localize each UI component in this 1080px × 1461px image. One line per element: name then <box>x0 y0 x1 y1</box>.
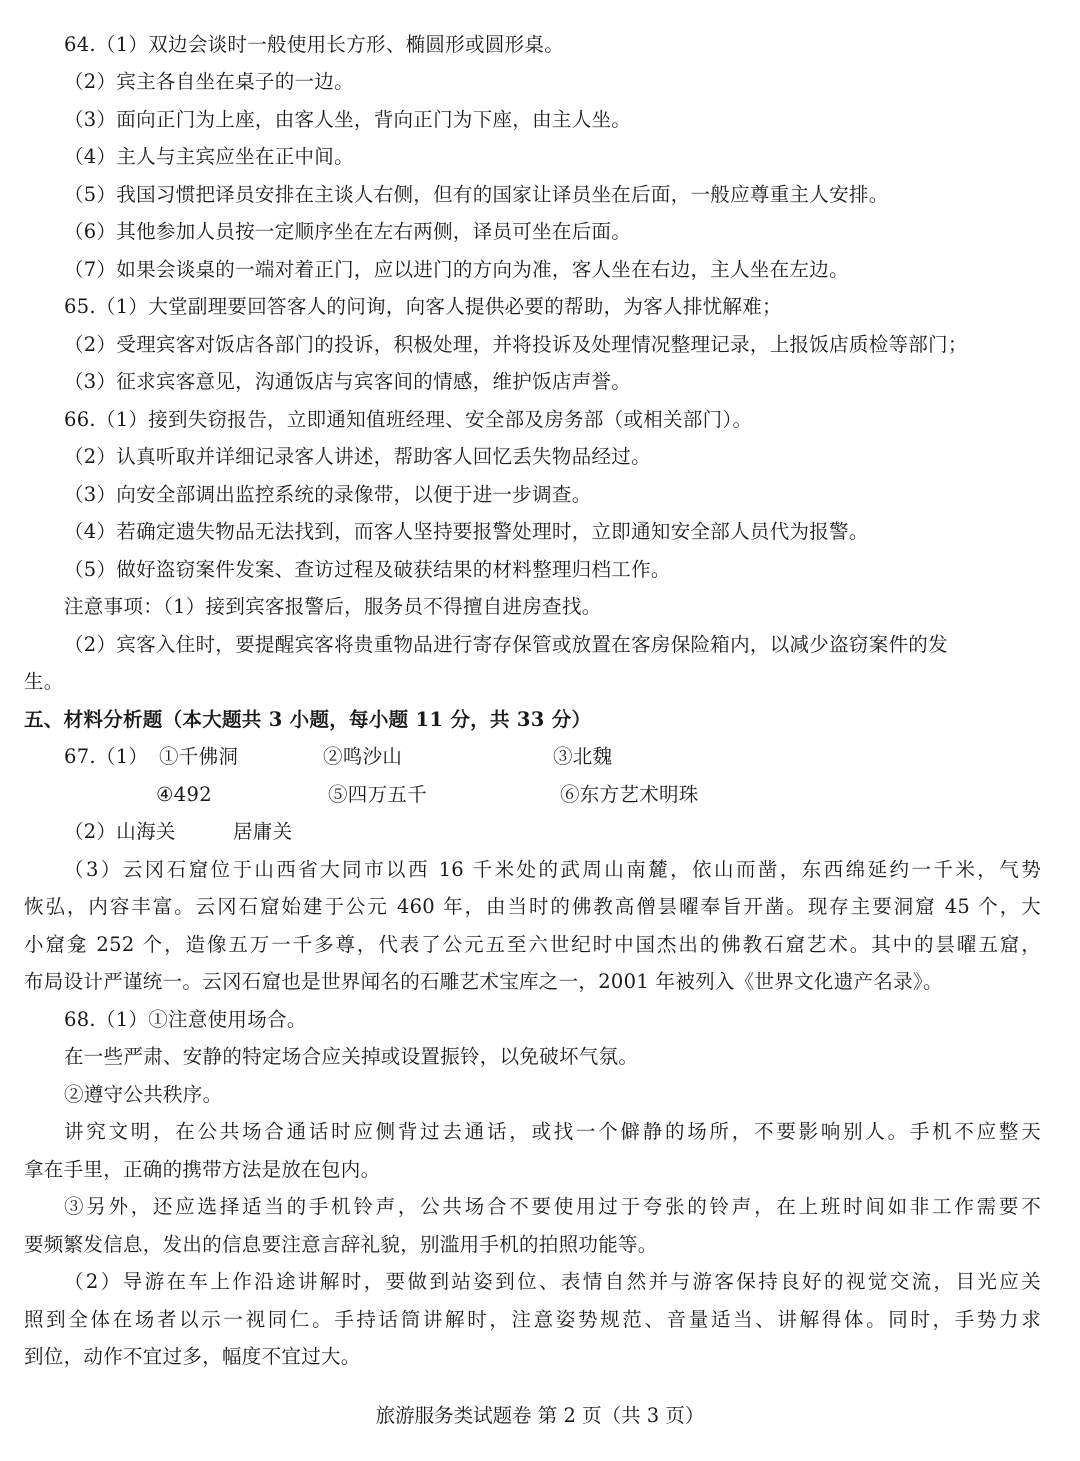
q66-note-1: 注意事项：（1）接到宾客报警后，服务员不得擅自进房查找。 <box>64 595 602 618</box>
q64-line-5: （5）我国习惯把译员安排在主谈人右侧，但有的国家让译员坐在后面，一般应尊重主人安排。 <box>64 183 889 206</box>
q66-line-1: 66.（1）接到失窃报告，立即通知值班经理、安全部及房务部（或相关部门）。 <box>64 408 753 431</box>
q64-line-4: （4）主人与主宾应坐在正中间。 <box>64 145 354 168</box>
q68-part2-line-2: 照到全体在场者以示一视同仁。手持话筒讲解时，注意姿势规范、音量适当、讲解得体。同时，手势力求 <box>24 1308 1041 1331</box>
section-five-heading: 五、材料分析题（本大题共 3 小题，每小题 11 分，共 33 分） <box>24 708 592 731</box>
q68-line-1: 68.（1）①注意使用场合。 <box>64 1008 307 1031</box>
q64-line-1: 64.（1）双边会谈时一般使用长方形、椭圆形或圆形桌。 <box>64 33 565 56</box>
q66-line-5: （5）做好盗窃案件发案、查访过程及破获结果的材料整理归档工作。 <box>64 558 671 581</box>
q64-line-7: （7）如果会谈桌的一端对着正门，应以进门的方向为准，客人坐在右边，主人坐在左边。 <box>64 258 849 281</box>
q67-answer-6: ⑥东方艺术明珠 <box>560 783 699 806</box>
q68-line-4: 讲究文明，在公共场合通话时应侧背过去通话，或找一个僻静的场所，不要影响别人。手机不应整天 <box>64 1120 1041 1143</box>
q67-part3-line-4: 布局设计严谨统一。云冈石窟也是世界闻名的石雕艺术宝库之一，2001 年被列入《世界文化遗产名录》。 <box>24 970 943 993</box>
q66-line-2: （2）认真听取并详细记录客人讲述，帮助客人回忆丢失物品经过。 <box>64 445 651 468</box>
q66-note-2b: 生。 <box>24 670 64 693</box>
q67-answer-1: ①千佛洞 <box>159 745 239 768</box>
q67-answer-2: ②鸣沙山 <box>323 745 403 768</box>
q67-answer-4: ④492 <box>156 783 212 806</box>
q66-line-4: （4）若确定遗失物品无法找到，而客人坚持要报警处理时，立即通知安全部人员代为报警。 <box>64 520 869 543</box>
q68-part2-line-3: 到位，动作不宜过多，幅度不宜过大。 <box>24 1345 361 1368</box>
q68-line-6: ③另外，还应选择适当的手机铃声，公共场合不要使用过于夸张的铃声，在上班时间如非工作需要不 <box>64 1195 1041 1218</box>
q65-line-1: 65.（1）大堂副理要回答客人的问询，向客人提供必要的帮助，为客人排忧解难； <box>64 295 782 318</box>
q64-line-6: （6）其他参加人员按一定顺序坐在左右两侧，译员可坐在后面。 <box>64 220 632 243</box>
q67-part2-b: 居庸关 <box>233 820 293 843</box>
q66-note-2a: （2）宾客入住时，要提醒宾客将贵重物品进行寄存保管或放置在客房保险箱内，以减少盗窃案件的发 <box>64 633 948 656</box>
q68-line-2: 在一些严肃、安静的特定场合应关掉或设置振铃，以免破坏气氛。 <box>64 1045 639 1068</box>
q67-prefix: 67.（1） <box>64 745 149 768</box>
page-footer: 旅游服务类试题卷 第 2 页（共 3 页） <box>375 1404 705 1427</box>
q67-part3-line-3: 小窟龛 252 个，造像五万一千多尊，代表了公元五至六世纪时中国杰出的佛教石窟艺术。其中的昙曜五窟， <box>24 933 1041 956</box>
q68-line-3: ②遵守公共秩序。 <box>64 1083 223 1106</box>
q64-line-2: （2）宾主各自坐在桌子的一边。 <box>64 70 354 93</box>
q68-line-7: 要频繁发信息，发出的信息要注意言辞礼貌，别滥用手机的拍照功能等。 <box>24 1233 658 1256</box>
q65-line-3: （3）征求宾客意见，沟通饭店与宾客间的情感，维护饭店声誉。 <box>64 370 632 393</box>
q68-line-5: 拿在手里，正确的携带方法是放在包内。 <box>24 1158 381 1181</box>
q67-part2-a: （2）山海关 <box>64 820 176 843</box>
q64-line-3: （3）面向正门为上座，由客人坐，背向正门为下座，由主人坐。 <box>64 108 632 131</box>
q67-answer-5: ⑤四万五千 <box>328 783 428 806</box>
q67-part3-line-2: 恢弘，内容丰富。云冈石窟始建于公元 460 年，由当时的佛教高僧昙曜奉旨开凿。现存主要洞窟 45 个，大 <box>24 895 1041 918</box>
q68-part2-line-1: （2）导游在车上作沿途讲解时，要做到站姿到位、表情自然并与游客保持良好的视觉交流，目光应关 <box>64 1270 1041 1293</box>
q66-line-3: （3）向安全部调出监控系统的录像带，以便于进一步调查。 <box>64 483 592 506</box>
q65-line-2: （2）受理宾客对饭店各部门的投诉，积极处理，并将投诉及处理情况整理记录，上报饭店质检等部门； <box>64 333 968 356</box>
q67-part3-line-1: （3）云冈石窟位于山西省大同市以西 16 千米处的武周山南麓，依山而凿，东西绵延约一千米，气势 <box>64 858 1041 881</box>
q67-answer-3: ③北魏 <box>553 745 613 768</box>
